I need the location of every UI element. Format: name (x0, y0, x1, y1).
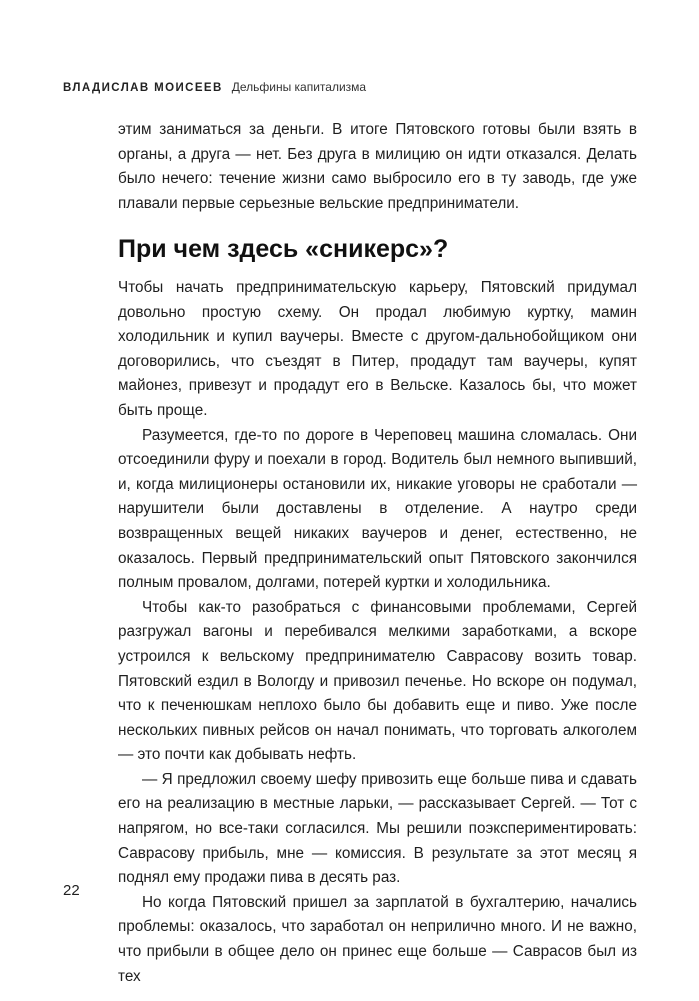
page-number: 22 (63, 882, 80, 899)
body-paragraph: Чтобы как-то разобраться с финансовыми проблемами, Сергей разгружал вагоны и перебивался мелкими заработками, а вскоре устроился к вельскому предпринимателю Саврасову возить товар. Пятовский ездил в Вологду и привозил печенье. Но вскоре он подумал, что к печенюшкам неплохо было бы добавить еще и пиво. Уже после нескольких пивных рейсов он начал понимать, что торговать алкоголем — это почти как добывать нефть. (118, 598, 637, 764)
intro-text-block (118, 118, 637, 216)
intro-paragraph: этим заниматься за деньги. В итоге Пятовского готовы были взять в органы, а друга — нет. Без друга в милицию он идти отказался. Делать было нечего: течение жизни само выбросило его в ту заводь, где уже плавали первые серьезные вельские предприниматели. (118, 121, 637, 212)
body-paragraph: Чтобы начать предпринимательскую карьеру, Пятовский придумал довольно простую схему. Он продал любимую куртку, мамин холодильник и купил ваучеры. Вместе с другом-дальнобойщиком они договорились, что съездят в Питер, продадут там ваучеры, купят майонез, привезут и продадут его в Вельске. Казалось бы, что может быть проще. (118, 279, 637, 419)
section-heading: При чем здесь «сникерс»? (118, 235, 449, 263)
book-title: Дельфины капитализма (231, 80, 367, 94)
running-head (63, 80, 366, 95)
body-paragraph: Но когда Пятовский пришел за зарплатой в бухгалтерию, начались проблемы: оказалось, что заработал он неприлично много. И не важно, что прибыли в общее дело он принес еще больше — Саврасов был из тех (118, 893, 637, 985)
section-body (118, 276, 637, 989)
body-paragraph: Разумеется, где-то по дороге в Череповец машина сломалась. Они отсоединили фуру и поехали в город. Водитель был немного выпивший, и, когда милиционеры остановили их, никакие уговоры не сработали — нарушители были доставлены в отделение. А наутро среди возвращенных вещей никаких ваучеров и денег, естественно, не оказалось. Первый предпринимательский опыт Пятовского закончился полным провалом, долгами, потерей куртки и холодильника. (118, 426, 637, 592)
author-name: ВЛАДИСЛАВ МОИСЕЕВ (63, 82, 223, 94)
body-paragraph: — Я предложил своему шефу привозить еще больше пива и сдавать его на реализацию в местные ларьки, — рассказывает Сергей. — Тот с напрягом, но все-таки согласился. Мы решили поэкспериментировать: Саврасову прибыль, мне — комиссия. В результате за этот месяц я поднял ему продажи пива в десять раз. (118, 770, 637, 887)
